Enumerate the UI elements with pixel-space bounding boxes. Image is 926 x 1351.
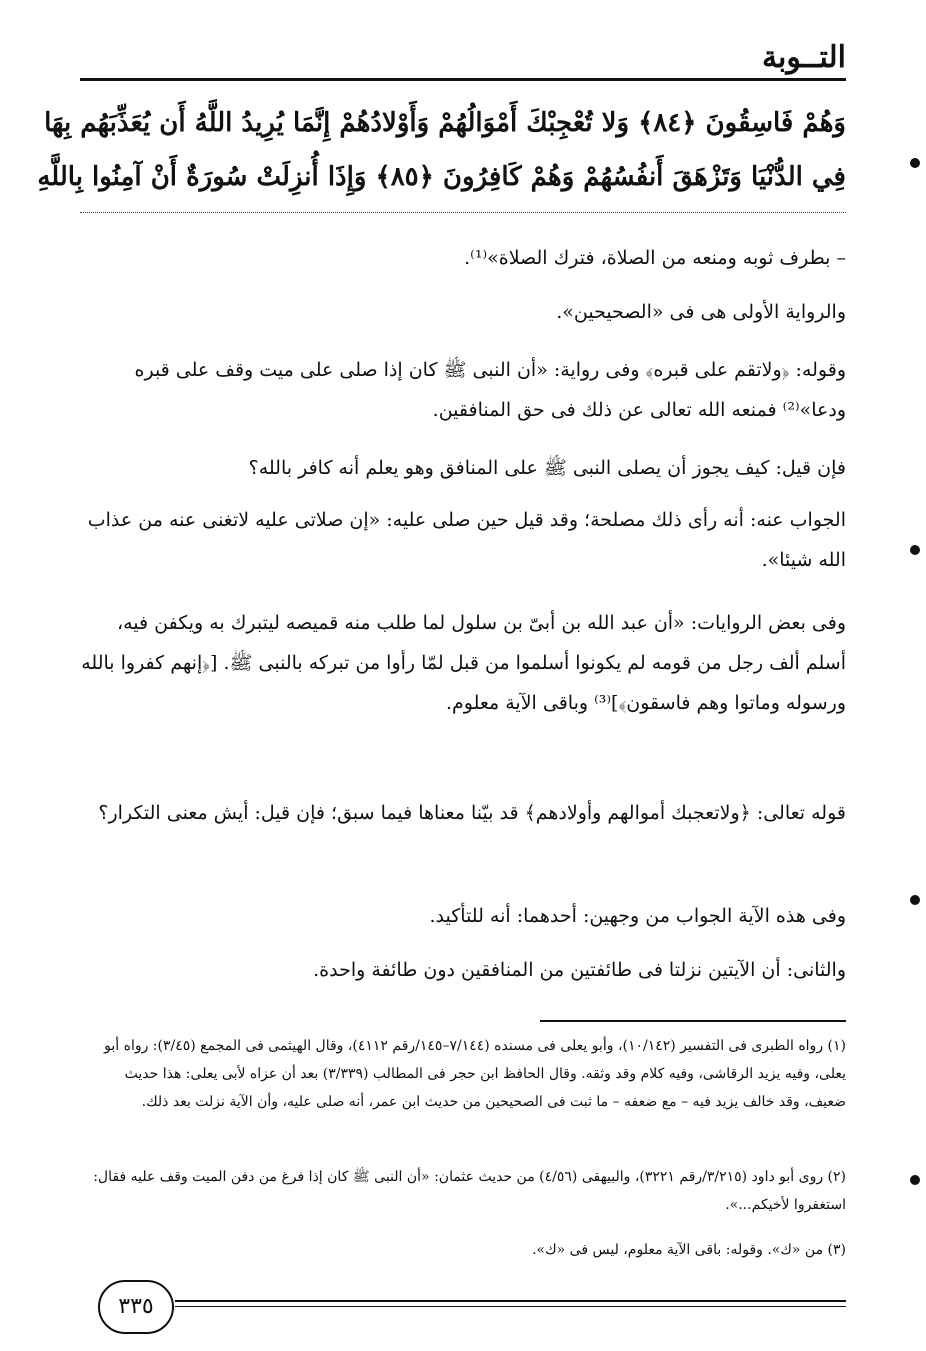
footnote-2: (٢) روى أبو داود (٣/٢١٥/رقم ٣٢٢١)، والبيهقى (٤/٥٦) من حديث عثمان: «أن النبى ﷺ كان إذا فرغ من دفن الميت وقف عليه فقال: استغفروا لأخيكم...». <box>93 1169 846 1213</box>
margin-dot <box>910 158 920 168</box>
verse-divider <box>80 212 846 213</box>
body-paragraph-5: الجواب عنه: أنه رأى ذلك مصلحة؛ وقد قيل حين صلى عليه: «إن صلاتى عليه لاتغنى عنه من عذاب الله شيئا». <box>87 509 846 571</box>
quran-verse-line-1: وَهُمْ فَاسِقُونَ ﴿٨٤﴾ وَلا تُعْجِبْكَ أَمْوَالُهُمْ وَأَوْلادُهُمْ إِنَّمَا يُرِيدُ اللَّهُ أَن يُعَذِّبَهُم بِهَا <box>44 108 846 138</box>
quran-verse-line-2: فِي الدُّنْيَا وَتَزْهَقَ أَنفُسُهُمْ وَهُمْ كَافِرُونَ ﴿٨٥﴾ وَإِذَا أُنزِلَتْ سُورَةٌ أَنْ آمِنُوا بِاللَّهِ <box>37 162 846 192</box>
footnote-1: (١) رواه الطبرى فى التفسير (١٠/١٤٢)، وأبو يعلى فى مسنده (٧/١٤٤–١٤٥/رقم ٤١١٢)، وقال الهيثمى فى المجمع (٣/٤٥): رواه أبو يعلى، وفيه يزيد الرقاشى، وفيه كلام وقد وثقه. وقال الحافظ ابن حجر فى المطالب (٣/٣٣٩) بعد أن عزاه لأبى يعلى: هذا حديث ضعيف، وقد خالف يزيد فيه – مع ضعفه – ما ثبت فى الصحيحين من حديث ابن عمر، أنه صلى عليه، وأن الآية نزلت بعد ذلك. <box>104 1038 846 1110</box>
body-paragraph-1: – بطرف ثوبه ومنعه من الصلاة، فترك الصلاة»⁽¹⁾. <box>464 247 846 269</box>
body-paragraph-2: والرواية الأولى هى فى «الصحيحين». <box>556 301 846 323</box>
body-paragraph-3: وقوله: ﴿ولاتقم على قبره﴾ وفى رواية: «أن النبى ﷺ كان إذا صلى على ميت وقف على قبره ودعا»⁽²⁾ فمنعه الله تعالى عن ذلك فى حق المنافقين. <box>134 359 846 421</box>
body-paragraph-7: قوله تعالى: ﴿ولاتعجبك أموالهم وأولادهم﴾ قد بيّنا معناها فيما سبق؛ فإن قيل: أيش معنى التكرار؟ <box>98 802 846 824</box>
footnote-separator <box>540 1020 846 1022</box>
margin-dot <box>910 895 920 905</box>
body-paragraph-8: وفى هذه الآية الجواب من وجهين: أحدهما: أنه للتأكيد. <box>429 905 846 927</box>
footer-rule-thin <box>175 1306 846 1307</box>
footer-rule <box>175 1300 846 1302</box>
page-number: ٣٣٥ <box>98 1280 174 1334</box>
margin-dot <box>910 545 920 555</box>
page-header-title: التــوبة <box>761 40 846 75</box>
body-paragraph-6: وفى بعض الروايات: «أن عبد الله بن أبىّ بن سلول لما طلب منه قميصه ليتبرك به ويكفن فيه، أسلم ألف رجل من قومه لم يكونوا أسلموا من قبل لمّا رأوا من تبركه بالنبى ﷺ. [﴿إنهم كفروا بالله ورسوله وماتوا وهم فاسقون﴾]⁽³⁾ وباقى الآية معلوم. <box>81 612 846 714</box>
margin-dot <box>910 1175 920 1185</box>
footnote-3: (٣) من «ك». وقوله: باقى الآية معلوم، ليس فى «ك». <box>532 1242 846 1258</box>
body-paragraph-9: والثانى: أن الآيتين نزلتا فى طائفتين من المنافقين دون طائفة واحدة. <box>313 959 846 981</box>
body-paragraph-4: فإن قيل: كيف يجوز أن يصلى النبى ﷺ على المنافق وهو يعلم أنه كافر بالله؟ <box>248 457 846 479</box>
header-rule <box>80 78 846 81</box>
